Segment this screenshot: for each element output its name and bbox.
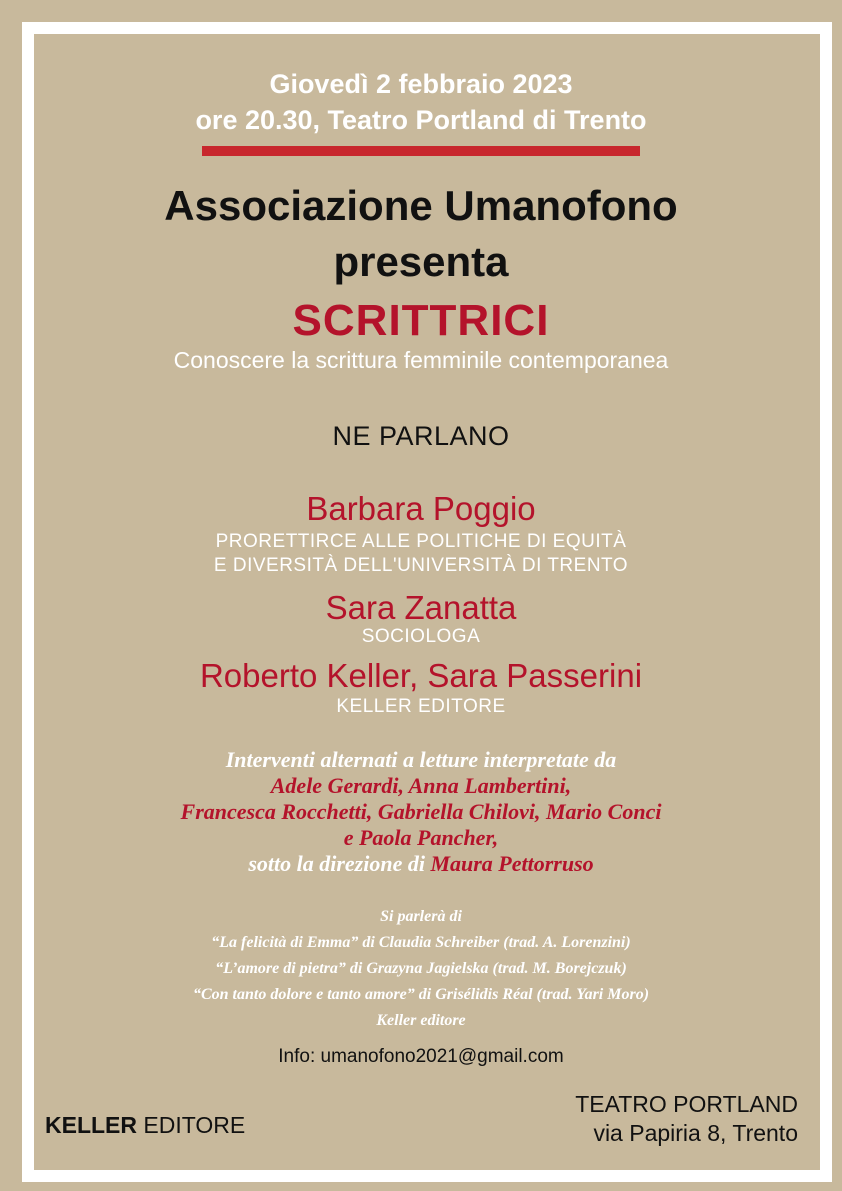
speaker-role: SOCIOLOGA <box>361 626 481 647</box>
event-subtitle: Conoscere la scrittura femminile contemporanea <box>173 347 669 373</box>
event-date: Giovedì 2 febbraio 2023 <box>269 69 573 99</box>
readings-intro: Interventi alternati a letture interpretate da <box>225 747 617 772</box>
speaker-name: Barbara Poggio <box>306 490 536 527</box>
speaker-role: E DIVERSITÀ DELL'UNIVERSITÀ DI TRENTO <box>213 555 629 576</box>
brand-light: EDITORE <box>137 1112 246 1138</box>
event-time-place: ore 20.30, Teatro Portland di Trento <box>195 105 647 135</box>
speakers-heading: NE PARLANO <box>332 421 510 451</box>
venue-name: TEATRO PORTLAND <box>575 1091 798 1117</box>
venue-address: via Papiria 8, Trento <box>593 1120 798 1146</box>
books-heading: Si parlerà di <box>380 908 462 925</box>
speaker-name: Sara Zanatta <box>325 589 517 626</box>
book-item: “Con tanto dolore e tanto amore” di Grisélidis Réal (trad. Yari Moro) <box>192 986 650 1003</box>
book-item: “La felicità di Emma” di Claudia Schreiber (trad. A. Lorenzini) <box>211 934 631 951</box>
direction-line <box>0 851 842 877</box>
speaker-name: Roberto Keller, Sara Passerini <box>199 657 643 694</box>
direction-prefix: sotto la direzione di <box>248 851 425 876</box>
event-title: SCRITTRICI <box>292 296 550 345</box>
venue-block <box>575 1090 798 1148</box>
director-name: Maura Pettorruso <box>430 851 594 876</box>
speaker-role: KELLER EDITORE <box>336 696 506 717</box>
contact-info: Info: umanofono2021@gmail.com <box>278 1046 564 1067</box>
book-item: “L’amore di pietra” di Grazyna Jagielska (trad. M. Borejczuk) <box>215 960 627 977</box>
readers-line: Adele Gerardi, Anna Lambertini, <box>270 773 572 798</box>
brand-bold: KELLER <box>45 1112 137 1138</box>
readers-line: e Paola Pancher, <box>343 825 499 850</box>
books-publisher: Keller editore <box>376 1012 466 1029</box>
presents-label: presenta <box>333 238 509 285</box>
readers-line: Francesca Rocchetti, Gabriella Chilovi, Mario Conci <box>180 799 662 824</box>
speaker-role: PRORETTIRCE ALLE POLITICHE DI EQUITÀ <box>215 531 627 552</box>
publisher-logo <box>45 1112 245 1139</box>
organizer-name: Associazione Umanofono <box>164 182 678 229</box>
red-divider <box>202 146 640 156</box>
